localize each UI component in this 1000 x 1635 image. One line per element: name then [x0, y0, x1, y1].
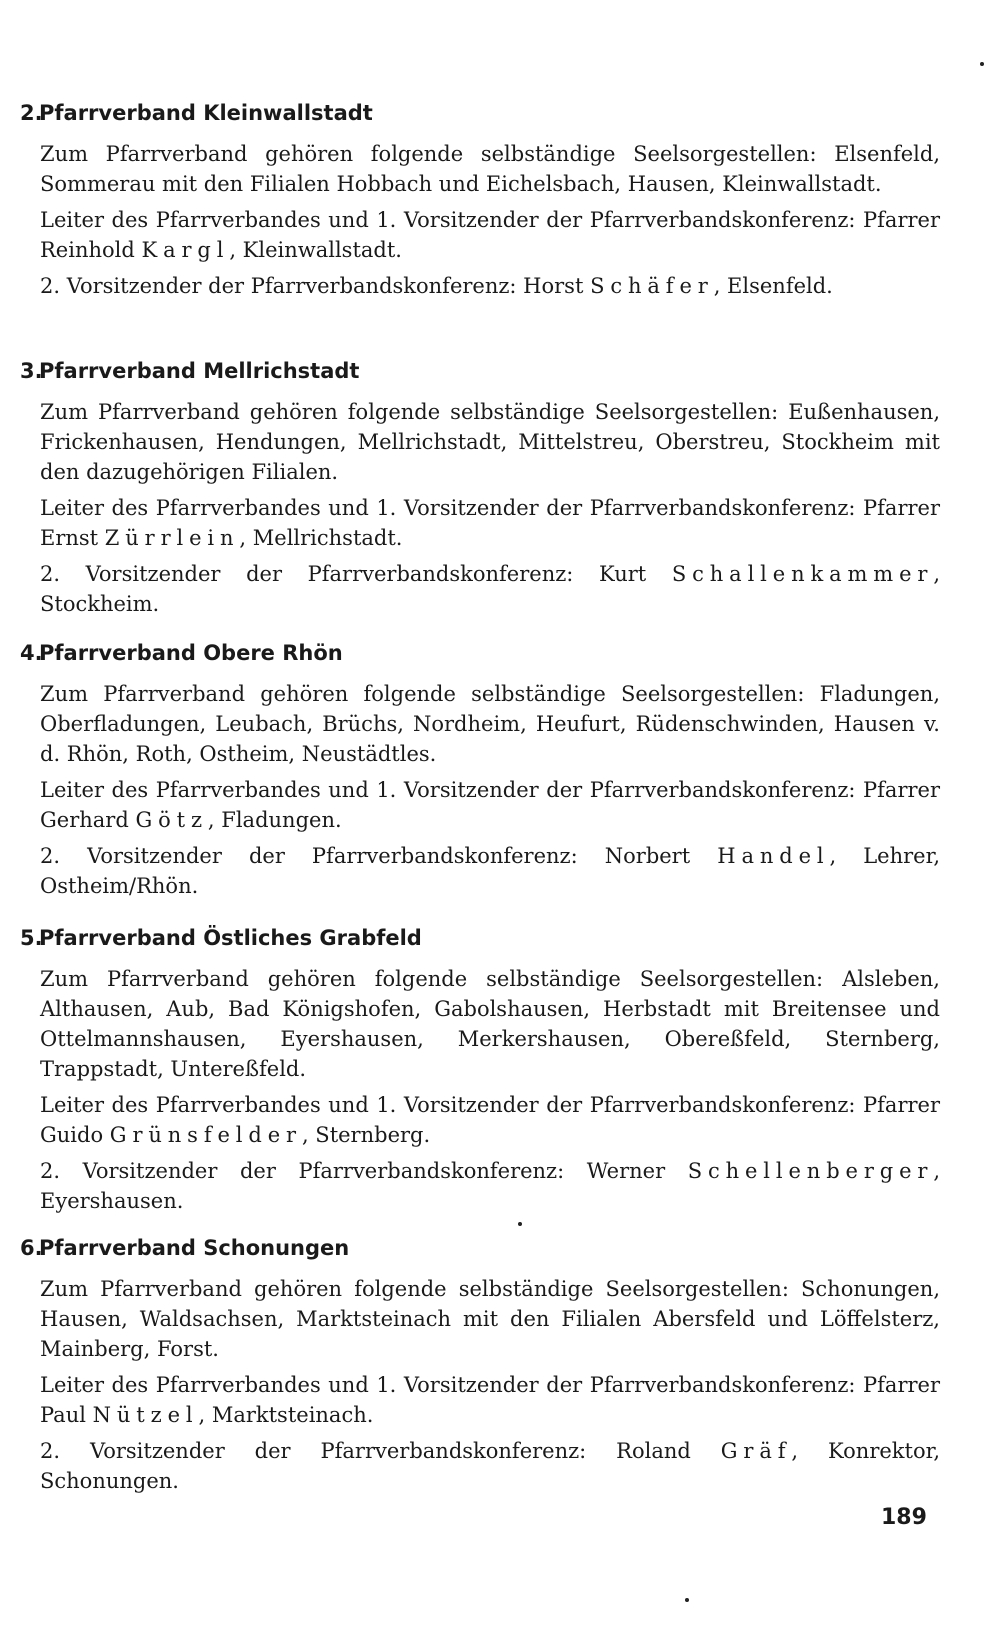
deputy-paragraph	[40, 1156, 940, 1216]
deputy-prefix: 2. Vorsitzender der Pfarrverbandskonferenz: Roland	[40, 1439, 691, 1463]
section-oestliches-grabfeld	[20, 925, 940, 1222]
deputy-paragraph	[40, 271, 940, 301]
section-heading	[20, 925, 940, 951]
section-heading	[20, 100, 940, 126]
leader-prefix: Leiter des Pfarrverbandes und 1. Vorsitzender der Pfarrverbandskonferenz: Pfarrer Guido	[40, 1093, 940, 1147]
section-heading	[20, 640, 940, 666]
member-parishes: Zum Pfarrverband gehören folgende selbständige Seelsorgestellen: Schonungen, Hausen, Waldsachsen, Marktsteinach mit den Filialen Abersfeld und Löffelsterz, Mainberg, Forst.	[40, 1277, 940, 1361]
section-number: 6.	[20, 1236, 43, 1260]
deputy-prefix: 2. Vorsitzender der Pfarrverbandskonferenz: Norbert	[40, 844, 691, 868]
deputy-paragraph	[40, 841, 940, 901]
section-title: Pfarrverband Schonungen	[39, 1236, 350, 1260]
section-kleinwallstadt	[20, 100, 940, 307]
leader-suffix: , Sternberg.	[301, 1123, 431, 1147]
deputy-suffix: , Stockheim.	[40, 562, 940, 616]
scan-speck	[518, 1222, 522, 1226]
leader-paragraph	[40, 493, 940, 553]
deputy-prefix: 2. Vorsitzender der Pfarrverbandskonferenz: Kurt	[40, 562, 647, 586]
member-parishes: Zum Pfarrverband gehören folgende selbständige Seelsorgestellen: Fladungen, Oberfladungen, Leubach, Brüchs, Nordheim, Heufurt, Rüdenschwinden, Hausen v. d. Rhön, Roth, Ostheim, Neustädtles.	[40, 682, 940, 766]
leader-prefix: Leiter des Pfarrverbandes und 1. Vorsitzender der Pfarrverbandskonferenz: Pfarrer Ernst	[40, 496, 940, 550]
member-parishes: Zum Pfarrverband gehören folgende selbständige Seelsorgestellen: Elsenfeld, Sommerau mit den Filialen Hobbach und Eichelsbach, Hausen, Kleinwallstadt.	[40, 142, 940, 196]
deputy-prefix: 2. Vorsitzender der Pfarrverbandskonferenz: Horst	[40, 274, 584, 298]
leader-suffix: , Mellrichstadt.	[239, 526, 403, 550]
deputy-suffix: , Lehrer, Ostheim/Rhön.	[40, 844, 940, 898]
deputy-name: Handel	[717, 844, 830, 868]
section-mellrichstadt	[20, 358, 940, 625]
section-title: Pfarrverband Obere Rhön	[39, 641, 343, 665]
member-parishes: Zum Pfarrverband gehören folgende selbständige Seelsorgestellen: Alsleben, Althausen, Aub, Bad Königshofen, Gabolshausen, Herbstadt mit Breitensee und Ottelmannshausen, Eyershausen, Merkershausen, Obereßfeld, Sternberg, Trappstadt, Untereßfeld.	[40, 967, 940, 1081]
section-title: Pfarrverband Kleinwallstadt	[39, 101, 373, 125]
deputy-suffix: , Elsenfeld.	[713, 274, 833, 298]
section-number: 4.	[20, 641, 43, 665]
leader-name: Kargl	[141, 238, 230, 262]
deputy-name: Schäfer	[590, 274, 714, 298]
section-heading	[20, 358, 940, 384]
leader-name: Götz	[135, 808, 208, 832]
leader-paragraph	[40, 205, 940, 265]
page-number: 189	[881, 1505, 927, 1530]
section-title: Pfarrverband Östliches Grabfeld	[39, 926, 422, 950]
leader-name: Grünsfelder	[109, 1123, 302, 1147]
deputy-suffix: , Eyershausen.	[40, 1159, 940, 1213]
section-number: 2.	[20, 101, 43, 125]
section-heading	[20, 1235, 940, 1261]
scan-speck	[685, 1598, 689, 1602]
deputy-name: Gräf	[720, 1439, 792, 1463]
leader-paragraph	[40, 1090, 940, 1150]
section-number: 5.	[20, 926, 43, 950]
leader-name: Zürrlein	[104, 526, 240, 550]
section-number: 3.	[20, 359, 43, 383]
section-title: Pfarrverband Mellrichstadt	[39, 359, 360, 383]
scan-speck	[980, 62, 984, 66]
leader-prefix: Leiter des Pfarrverbandes und 1. Vorsitzender der Pfarrverbandskonferenz: Pfarrer Paul	[40, 1373, 940, 1427]
leader-prefix: Leiter des Pfarrverbandes und 1. Vorsitzender der Pfarrverbandskonferenz: Pfarrer Reinhold	[40, 208, 940, 262]
deputy-name: Schallenkammer	[671, 562, 934, 586]
section-schonungen	[20, 1235, 940, 1502]
leader-suffix: , Fladungen.	[207, 808, 342, 832]
leader-prefix: Leiter des Pfarrverbandes und 1. Vorsitzender der Pfarrverbandskonferenz: Pfarrer Gerhard	[40, 778, 940, 832]
deputy-name: Schellenberger	[687, 1159, 934, 1183]
leader-suffix: , Kleinwallstadt.	[229, 238, 402, 262]
leader-name: Nützel	[92, 1403, 199, 1427]
leader-paragraph	[40, 1370, 940, 1430]
leader-suffix: , Marktsteinach.	[198, 1403, 374, 1427]
deputy-paragraph	[40, 1436, 940, 1496]
member-parishes: Zum Pfarrverband gehören folgende selbständige Seelsorgestellen: Eußenhausen, Frickenhausen, Hendungen, Mellrichstadt, Mittelstreu, Oberstreu, Stockheim mit den dazugehörigen Filialen.	[40, 400, 940, 484]
deputy-paragraph	[40, 559, 940, 619]
leader-paragraph	[40, 775, 940, 835]
section-obere-rhoen	[20, 640, 940, 907]
deputy-suffix: , Konrektor, Schonungen.	[40, 1439, 940, 1493]
deputy-prefix: 2. Vorsitzender der Pfarrverbandskonferenz: Werner	[40, 1159, 666, 1183]
